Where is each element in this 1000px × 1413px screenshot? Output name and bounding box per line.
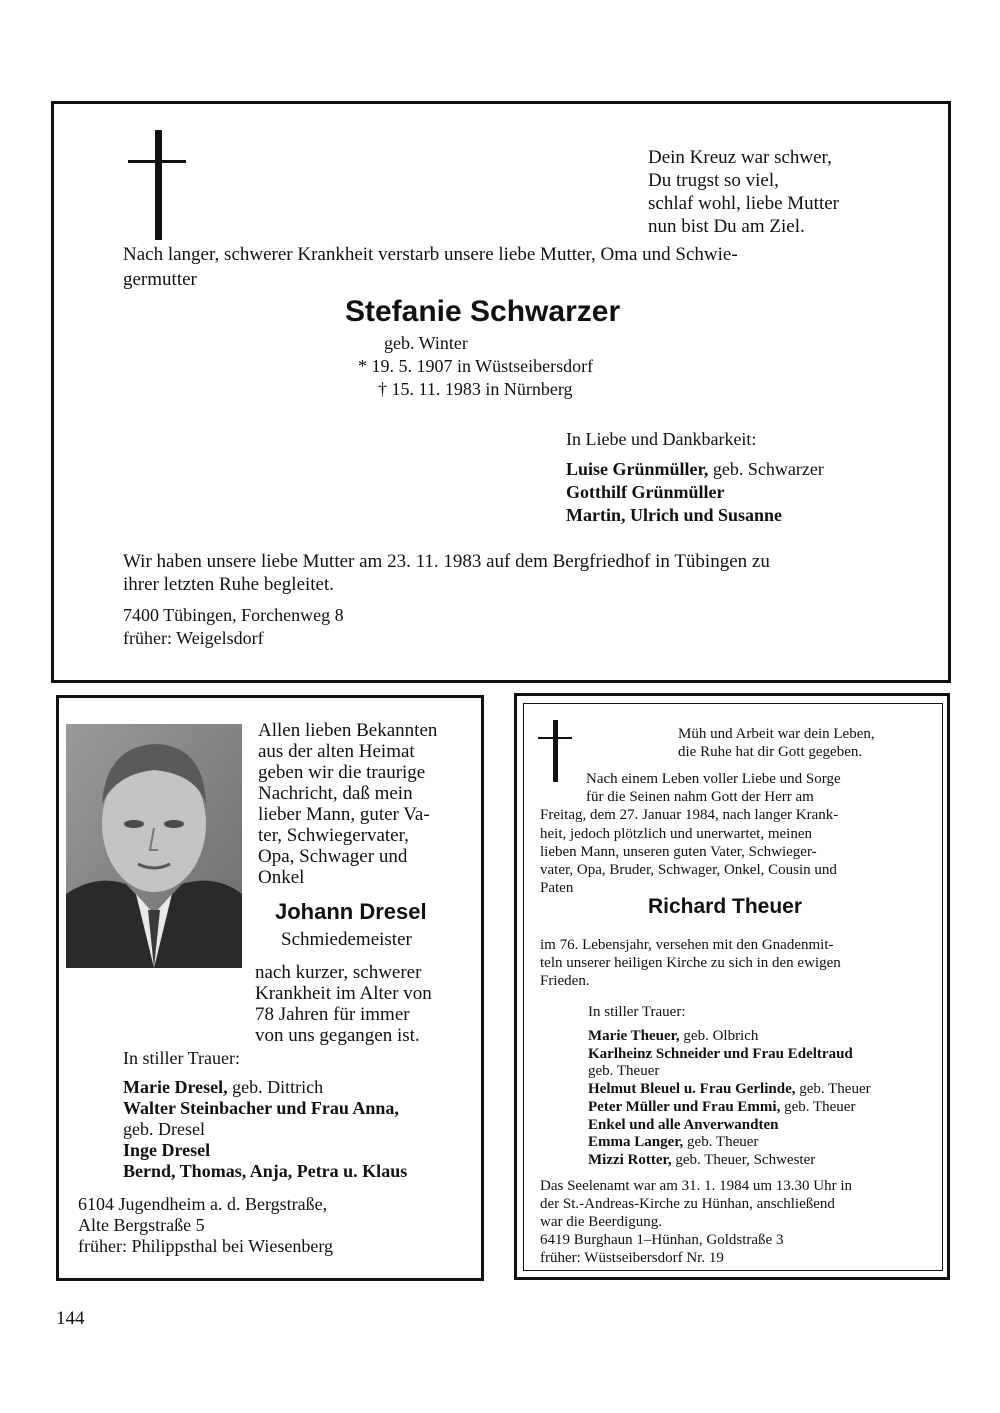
deceased-name-right: Richard Theuer	[648, 895, 803, 918]
cross-icon	[128, 130, 186, 240]
mourner: Luise Grünmüller, geb. Schwarzer	[566, 459, 824, 479]
deceased-name-left: Johann Dresel	[275, 899, 427, 924]
right-mourn-heading: In stiller Trauer:	[588, 1004, 686, 1020]
poem-line: nun bist Du am Ziel.	[648, 216, 805, 237]
page-number: 144	[56, 1308, 85, 1329]
right-poem: Müh und Arbeit war dein Leben, die Ruhe hat dir Gott gegeben.	[678, 726, 875, 760]
intro-line: germutter	[123, 269, 197, 290]
death-date: † 15. 11. 1983 in Nürnberg	[378, 379, 573, 399]
mourner: Marie Theuer, geb. Olbrich	[588, 1028, 759, 1044]
main-intro	[123, 242, 738, 292]
mourner: Emma Langer, geb. Theuer	[588, 1134, 759, 1151]
mourner: Inge Dresel	[123, 1140, 211, 1160]
deceased-details	[358, 332, 593, 401]
left-text-bottom: nach kurzer, schwerer Krankheit im Alter von 78 Jahren für immer von uns gegangen ist.	[255, 962, 432, 1046]
mourner: geb. Theuer	[588, 1063, 660, 1080]
main-poem	[648, 146, 839, 238]
deceased-name: Stefanie Schwarzer	[345, 295, 621, 328]
poem-line: Dein Kreuz war schwer,	[648, 147, 832, 168]
main-address: 7400 Tübingen, Forchenweg 8 früher: Weigelsdorf	[123, 605, 344, 648]
main-mourners	[566, 428, 824, 527]
right-intro: Nach einem Leben voller Liebe und Sorge für die Seinen nahm Gott der Herr am Freitag, dem 27. Januar 1984, nach langer Krank- heit, jedoch plötzlich und unerwartet, meinen lieben Mann, unseren guten Vater, Schwieger- vater, Opa, Bruder, Schwager, Onkel, Cousin und Paten	[540, 771, 841, 897]
mourner: Karlheinz Schneider und Frau Edeltraud	[588, 1045, 853, 1062]
poem-line: Du trugst so viel,	[648, 170, 779, 191]
left-mourners	[123, 1048, 407, 1182]
mourner: Gotthilf Grünmüller	[566, 482, 725, 502]
portrait-photo	[66, 724, 242, 968]
mourner: Enkel und alle Anverwandten	[588, 1116, 779, 1133]
burial-text: Wir haben unsere liebe Mutter am 23. 11. 1983 auf dem Bergfriedhof in Tübingen zu ihrer letzten Ruhe begleitet.	[123, 551, 770, 595]
birth-date: * 19. 5. 1907 in Wüstseibersdorf	[358, 356, 594, 376]
born-name: geb. Winter	[384, 333, 468, 353]
mourn-heading: In stiller Trauer:	[123, 1048, 240, 1068]
right-footer: Das Seelenamt war am 31. 1. 1984 um 13.30 Uhr in der St.-Andreas-Kirche zu Hünhan, anschließend war die Beerdigung. 6419 Burghaun 1–Hünhan, Goldstraße 3 früher: Wüstseibersdorf Nr. 19	[540, 1178, 853, 1266]
mourner: Peter Müller und Frau Emmi, geb. Theuer	[588, 1098, 856, 1115]
mourn-heading: In Liebe und Dankbarkeit:	[566, 429, 757, 449]
right-mourners	[588, 1028, 871, 1170]
mourner: geb. Dresel	[123, 1119, 205, 1139]
intro-line: Nach langer, schwerer Krankheit verstarb unsere liebe Mutter, Oma und Schwie-	[123, 244, 738, 265]
left-address: 6104 Jugendheim a. d. Bergstraße, Alte Bergstraße 5 früher: Philippsthal bei Wiesenberg	[78, 1194, 334, 1256]
mourner: Marie Dresel, geb. Dittrich	[123, 1077, 324, 1097]
mourner: Bernd, Thomas, Anja, Petra u. Klaus	[123, 1161, 408, 1181]
mourner: Mizzi Rotter, geb. Theuer, Schwester	[588, 1151, 816, 1168]
mourner: Helmut Bleuel u. Frau Gerlinde, geb. Theuer	[588, 1081, 871, 1098]
mourner: Martin, Ulrich und Susanne	[566, 505, 783, 525]
right-text: im 76. Lebensjahr, versehen mit den Gnadenmit- teln unserer heiligen Kirche zu sich in den ewigen Frieden.	[540, 937, 841, 989]
deceased-title-left: Schmiedemeister	[281, 929, 412, 950]
poem-line: schlaf wohl, liebe Mutter	[648, 193, 840, 214]
left-text-top: Allen lieben Bekannten aus der alten Heimat geben wir die traurige Nachricht, daß mein lieber Mann, guter Va- ter, Schwiegervater, Opa, Schwager und Onkel	[258, 720, 438, 888]
mourner: Walter Steinbacher und Frau Anna,	[123, 1098, 399, 1118]
